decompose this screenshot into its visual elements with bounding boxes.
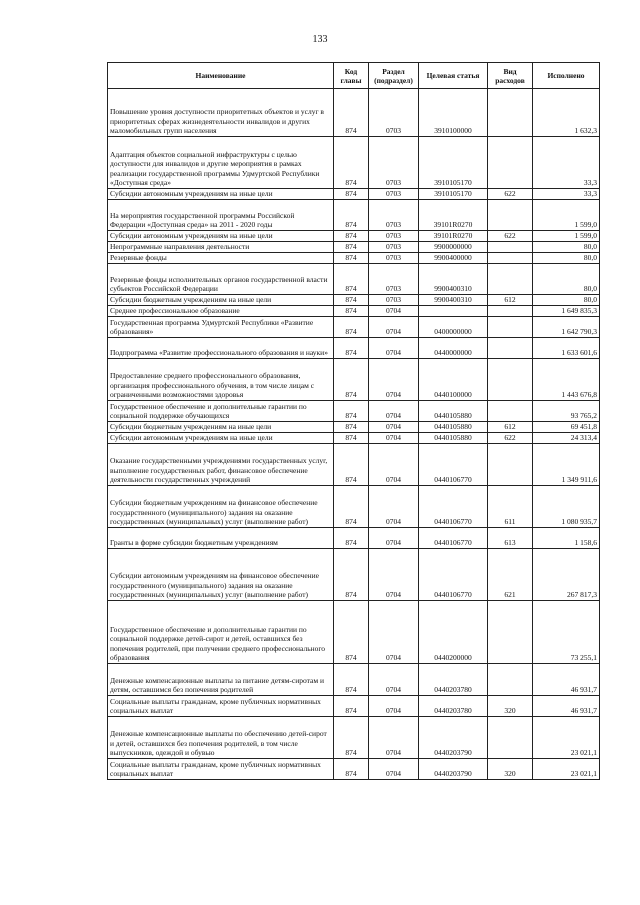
cell-target: 9900400000 bbox=[419, 253, 488, 264]
cell-section: 0704 bbox=[369, 359, 419, 401]
cell-section: 0704 bbox=[369, 433, 419, 444]
cell-name: Субсидии автономным учреждениям на финансовое обеспечение государственного (муниципального) задания на оказание государственных (муниципальных) услуг (выполнение работ) bbox=[108, 549, 334, 601]
header-section: Раздел (подраздел) bbox=[369, 63, 419, 89]
cell-kind: 622 bbox=[488, 189, 533, 200]
cell-target: 0440106770 bbox=[419, 528, 488, 549]
cell-name: Непрограммные направления деятельности bbox=[108, 242, 334, 253]
cell-kind bbox=[488, 717, 533, 759]
cell-code: 874 bbox=[334, 696, 369, 717]
table-row bbox=[108, 200, 600, 231]
table-row bbox=[108, 242, 600, 253]
cell-name: Социальные выплаты гражданам, кроме публичных нормативных социальных выплат bbox=[108, 759, 334, 780]
cell-code: 874 bbox=[334, 253, 369, 264]
cell-code: 874 bbox=[334, 137, 369, 189]
cell-name: Резервные фонды bbox=[108, 253, 334, 264]
cell-name: Субсидии бюджетным учреждениям на финансовое обеспечение государственного (муниципального) задания на оказание государственных (муниципальных) услуг (выполнение работ) bbox=[108, 486, 334, 528]
table-row bbox=[108, 264, 600, 295]
table-row bbox=[108, 696, 600, 717]
budget-table bbox=[107, 62, 600, 780]
cell-amount: 1 349 911,6 bbox=[533, 444, 600, 486]
cell-section: 0703 bbox=[369, 253, 419, 264]
cell-kind bbox=[488, 242, 533, 253]
cell-amount: 80,0 bbox=[533, 295, 600, 306]
table-row bbox=[108, 189, 600, 200]
cell-amount: 1 633 601,6 bbox=[533, 338, 600, 359]
cell-code: 874 bbox=[334, 401, 369, 422]
cell-amount: 1 632,3 bbox=[533, 89, 600, 137]
cell-code: 874 bbox=[334, 89, 369, 137]
cell-kind bbox=[488, 200, 533, 231]
cell-kind: 320 bbox=[488, 759, 533, 780]
header-name: Наименование bbox=[108, 63, 334, 89]
cell-code: 874 bbox=[334, 200, 369, 231]
cell-amount: 80,0 bbox=[533, 242, 600, 253]
table-row bbox=[108, 231, 600, 242]
table-row bbox=[108, 137, 600, 189]
cell-kind bbox=[488, 317, 533, 338]
cell-name: Денежные компенсационные выплаты за питание детям-сиротам и детям, оставшимся без попечения родителей bbox=[108, 664, 334, 696]
cell-code: 874 bbox=[334, 528, 369, 549]
cell-kind: 622 bbox=[488, 231, 533, 242]
table-row bbox=[108, 664, 600, 696]
cell-amount: 80,0 bbox=[533, 264, 600, 295]
cell-code: 874 bbox=[334, 422, 369, 433]
cell-target: 3910105170 bbox=[419, 189, 488, 200]
cell-kind bbox=[488, 89, 533, 137]
cell-kind bbox=[488, 264, 533, 295]
cell-kind: 611 bbox=[488, 486, 533, 528]
table-row bbox=[108, 338, 600, 359]
cell-kind bbox=[488, 306, 533, 317]
cell-kind bbox=[488, 253, 533, 264]
cell-target: 0440203790 bbox=[419, 759, 488, 780]
cell-amount: 1 649 835,3 bbox=[533, 306, 600, 317]
cell-amount: 1 642 790,3 bbox=[533, 317, 600, 338]
table-row bbox=[108, 528, 600, 549]
cell-code: 874 bbox=[334, 759, 369, 780]
table-row bbox=[108, 295, 600, 306]
cell-target: 0440106770 bbox=[419, 486, 488, 528]
cell-target: 0440105880 bbox=[419, 433, 488, 444]
cell-target: 0440000000 bbox=[419, 338, 488, 359]
cell-section: 0704 bbox=[369, 306, 419, 317]
table-row bbox=[108, 401, 600, 422]
cell-section: 0704 bbox=[369, 664, 419, 696]
table-row bbox=[108, 306, 600, 317]
cell-section: 0704 bbox=[369, 338, 419, 359]
cell-code: 874 bbox=[334, 444, 369, 486]
cell-kind: 622 bbox=[488, 433, 533, 444]
cell-target: 0440105880 bbox=[419, 401, 488, 422]
cell-section: 0703 bbox=[369, 295, 419, 306]
table-row bbox=[108, 317, 600, 338]
cell-amount: 33,3 bbox=[533, 189, 600, 200]
cell-section: 0704 bbox=[369, 444, 419, 486]
cell-section: 0704 bbox=[369, 717, 419, 759]
cell-code: 874 bbox=[334, 295, 369, 306]
cell-amount: 46 931,7 bbox=[533, 664, 600, 696]
cell-target: 9900400310 bbox=[419, 264, 488, 295]
cell-code: 874 bbox=[334, 189, 369, 200]
page-number: 133 bbox=[312, 34, 328, 45]
cell-target: 0440106770 bbox=[419, 549, 488, 601]
cell-kind: 613 bbox=[488, 528, 533, 549]
cell-code: 874 bbox=[334, 486, 369, 528]
cell-target: 39101R0270 bbox=[419, 231, 488, 242]
cell-name: Гранты в форме субсидии бюджетным учреждениям bbox=[108, 528, 334, 549]
cell-section: 0703 bbox=[369, 89, 419, 137]
cell-section: 0703 bbox=[369, 200, 419, 231]
cell-section: 0703 bbox=[369, 242, 419, 253]
cell-name: Субсидии автономным учреждениям на иные цели bbox=[108, 189, 334, 200]
cell-section: 0704 bbox=[369, 401, 419, 422]
table-row bbox=[108, 89, 600, 137]
header-amount: Исполнено bbox=[533, 63, 600, 89]
cell-amount: 1 599,0 bbox=[533, 231, 600, 242]
header-kind: Вид расходов bbox=[488, 63, 533, 89]
cell-code: 874 bbox=[334, 231, 369, 242]
cell-kind bbox=[488, 601, 533, 664]
cell-name: Государственная программа Удмуртской Республики «Развитие образования» bbox=[108, 317, 334, 338]
cell-kind bbox=[488, 137, 533, 189]
cell-kind: 612 bbox=[488, 295, 533, 306]
cell-code: 874 bbox=[334, 664, 369, 696]
cell-amount: 73 255,1 bbox=[533, 601, 600, 664]
cell-amount: 1 158,6 bbox=[533, 528, 600, 549]
cell-amount: 23 021,1 bbox=[533, 759, 600, 780]
cell-target: 0440100000 bbox=[419, 359, 488, 401]
table-header-row bbox=[108, 63, 600, 89]
cell-name: Адаптация объектов социальной инфраструктуры с целью доступности для инвалидов и другие мероприятия в рамках реализации государственной программы Удмуртской Республики «Доступная среда» bbox=[108, 137, 334, 189]
cell-section: 0704 bbox=[369, 422, 419, 433]
cell-amount: 93 765,2 bbox=[533, 401, 600, 422]
cell-code: 874 bbox=[334, 601, 369, 664]
cell-target: 9900000000 bbox=[419, 242, 488, 253]
cell-code: 874 bbox=[334, 433, 369, 444]
cell-amount: 1 080 935,7 bbox=[533, 486, 600, 528]
cell-target: 39101R0270 bbox=[419, 200, 488, 231]
table-row bbox=[108, 253, 600, 264]
table-body bbox=[108, 89, 600, 780]
cell-code: 874 bbox=[334, 306, 369, 317]
cell-section: 0704 bbox=[369, 549, 419, 601]
cell-code: 874 bbox=[334, 264, 369, 295]
cell-name: Государственное обеспечение и дополнительные гарантии по социальной поддержке обучающихся bbox=[108, 401, 334, 422]
cell-target: 3910105170 bbox=[419, 137, 488, 189]
cell-amount: 23 021,1 bbox=[533, 717, 600, 759]
cell-section: 0703 bbox=[369, 189, 419, 200]
cell-section: 0703 bbox=[369, 137, 419, 189]
cell-name: Резервные фонды исполнительных органов государственной власти субъектов Российской Федерации bbox=[108, 264, 334, 295]
cell-name: Подпрограмма «Развитие профессионального образования и науки» bbox=[108, 338, 334, 359]
cell-name: Субсидии бюджетным учреждениям на иные цели bbox=[108, 422, 334, 433]
cell-target: 3910100000 bbox=[419, 89, 488, 137]
cell-target: 0400000000 bbox=[419, 317, 488, 338]
cell-kind bbox=[488, 401, 533, 422]
table-row bbox=[108, 422, 600, 433]
cell-kind: 612 bbox=[488, 422, 533, 433]
table-row bbox=[108, 759, 600, 780]
table-row bbox=[108, 433, 600, 444]
cell-kind bbox=[488, 444, 533, 486]
header-target: Целевая статья bbox=[419, 63, 488, 89]
cell-target: 0440203790 bbox=[419, 717, 488, 759]
cell-section: 0703 bbox=[369, 264, 419, 295]
cell-name: Среднее профессиональное образование bbox=[108, 306, 334, 317]
cell-section: 0704 bbox=[369, 528, 419, 549]
cell-amount: 69 451,8 bbox=[533, 422, 600, 433]
cell-name: Денежные компенсационные выплаты по обеспечению детей-сирот и детей, оставшихся без попечения родителей, в том числе выпускников, одеждой и обувью bbox=[108, 717, 334, 759]
cell-amount: 24 313,4 bbox=[533, 433, 600, 444]
cell-section: 0704 bbox=[369, 486, 419, 528]
cell-amount: 1 599,0 bbox=[533, 200, 600, 231]
cell-section: 0704 bbox=[369, 696, 419, 717]
cell-code: 874 bbox=[334, 717, 369, 759]
table-row bbox=[108, 359, 600, 401]
cell-target: 0440105880 bbox=[419, 422, 488, 433]
cell-name: Государственное обеспечение и дополнительные гарантии по социальной поддержке детей-сирот и детей, оставшихся без попечения родителей, при получении среднего профессионального образования bbox=[108, 601, 334, 664]
cell-section: 0704 bbox=[369, 759, 419, 780]
cell-target: 0440203780 bbox=[419, 696, 488, 717]
header-code: Код главы bbox=[334, 63, 369, 89]
table-row bbox=[108, 486, 600, 528]
cell-code: 874 bbox=[334, 359, 369, 401]
cell-kind: 320 bbox=[488, 696, 533, 717]
cell-name: Повышение уровня доступности приоритетных объектов и услуг в приоритетных сферах жизнедеятельности инвалидов и других маломобильных групп населения bbox=[108, 89, 334, 137]
cell-name: Социальные выплаты гражданам, кроме публичных нормативных социальных выплат bbox=[108, 696, 334, 717]
cell-name: Субсидии автономным учреждениям на иные цели bbox=[108, 231, 334, 242]
cell-amount: 33,3 bbox=[533, 137, 600, 189]
cell-amount: 80,0 bbox=[533, 253, 600, 264]
table-row bbox=[108, 601, 600, 664]
cell-section: 0704 bbox=[369, 317, 419, 338]
table-row bbox=[108, 717, 600, 759]
cell-code: 874 bbox=[334, 317, 369, 338]
cell-target: 9900400310 bbox=[419, 295, 488, 306]
cell-target bbox=[419, 306, 488, 317]
cell-kind bbox=[488, 664, 533, 696]
cell-section: 0703 bbox=[369, 231, 419, 242]
table-row bbox=[108, 444, 600, 486]
cell-section: 0704 bbox=[369, 601, 419, 664]
table-row bbox=[108, 549, 600, 601]
cell-kind bbox=[488, 338, 533, 359]
cell-target: 0440106770 bbox=[419, 444, 488, 486]
cell-name: На мероприятия государственной программы Российской Федерации «Доступная среда» на 2011 - 2020 годы bbox=[108, 200, 334, 231]
cell-code: 874 bbox=[334, 338, 369, 359]
cell-code: 874 bbox=[334, 549, 369, 601]
cell-code: 874 bbox=[334, 242, 369, 253]
cell-name: Оказание государственными учреждениями государственных услуг, выполнение государственных работ, финансовое обеспечение деятельности государственных учреждений bbox=[108, 444, 334, 486]
cell-kind: 621 bbox=[488, 549, 533, 601]
cell-name: Предоставление среднего профессионального образования, организация профессионального обучения, в том числе лицам с ограниченными возможностями здоровья bbox=[108, 359, 334, 401]
cell-name: Субсидии автономным учреждениям на иные цели bbox=[108, 433, 334, 444]
cell-amount: 267 817,3 bbox=[533, 549, 600, 601]
cell-kind bbox=[488, 359, 533, 401]
cell-amount: 1 443 676,8 bbox=[533, 359, 600, 401]
cell-name: Субсидии бюджетным учреждениям на иные цели bbox=[108, 295, 334, 306]
cell-target: 0440203780 bbox=[419, 664, 488, 696]
cell-target: 0440200000 bbox=[419, 601, 488, 664]
cell-amount: 46 931,7 bbox=[533, 696, 600, 717]
